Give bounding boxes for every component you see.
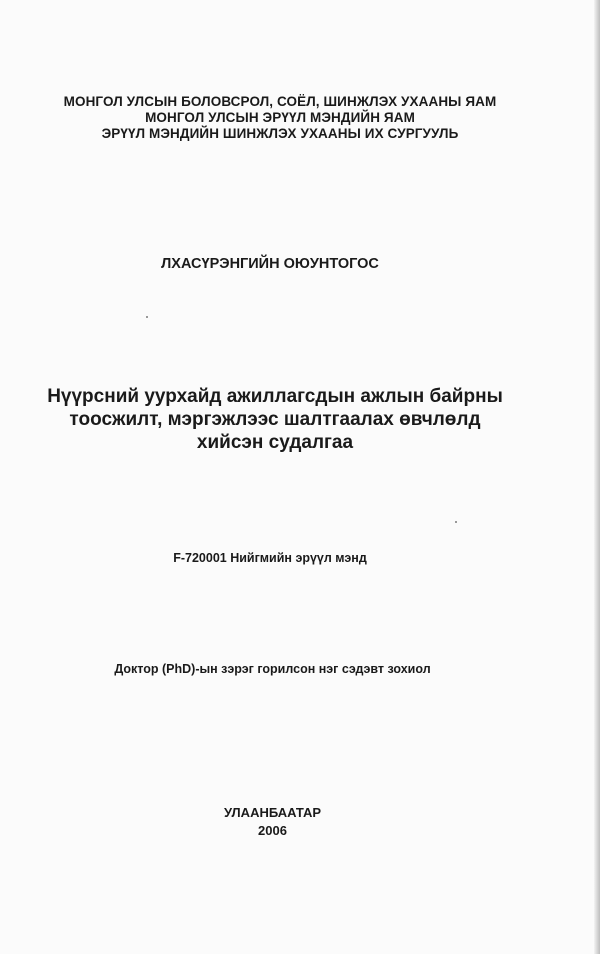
thesis-title-line-2: тоосжилт, мэргэжлээс шалтгаалах өвчлөлд bbox=[69, 409, 481, 430]
institution-ministry-education: МОНГОЛ УЛСЫН БОЛОВСРОЛ, СОЁЛ, ШИНЖЛЭХ УХААНЫ ЯАМ bbox=[63, 94, 497, 109]
city-name: УЛААНБААТАР bbox=[223, 805, 322, 820]
author-name: ЛХАСҮРЭНГИЙН ОЮУНТОГОС bbox=[161, 256, 379, 272]
thesis-title bbox=[20, 385, 530, 454]
page-edge-shadow bbox=[594, 0, 600, 954]
thesis-title-line-1: Нүүрсний уурхайд ажиллагсдын ажлын байрны bbox=[47, 386, 503, 407]
scan-speck bbox=[455, 521, 457, 523]
publication-year: 2006 bbox=[258, 823, 287, 838]
institution-university: ЭРҮҮЛ МЭНДИЙН ШИНЖЛЭХ УХААНЫ ИХ СУРГУУЛЬ bbox=[101, 126, 459, 141]
scan-speck bbox=[146, 316, 148, 318]
institution-ministry-health: МОНГОЛ УЛСЫН ЭРҮҮЛ МЭНДИЙН ЯАМ bbox=[145, 110, 415, 125]
place-and-year bbox=[0, 804, 545, 840]
degree-statement: Доктор (PhD)-ын зэрэг горилсон нэг сэдэвт зохиол bbox=[114, 662, 431, 676]
thesis-title-line-3: хийсэн судалгаа bbox=[196, 432, 354, 453]
specialty-code: F-720001 Нийгмийн эрүүл мэнд bbox=[173, 551, 367, 565]
